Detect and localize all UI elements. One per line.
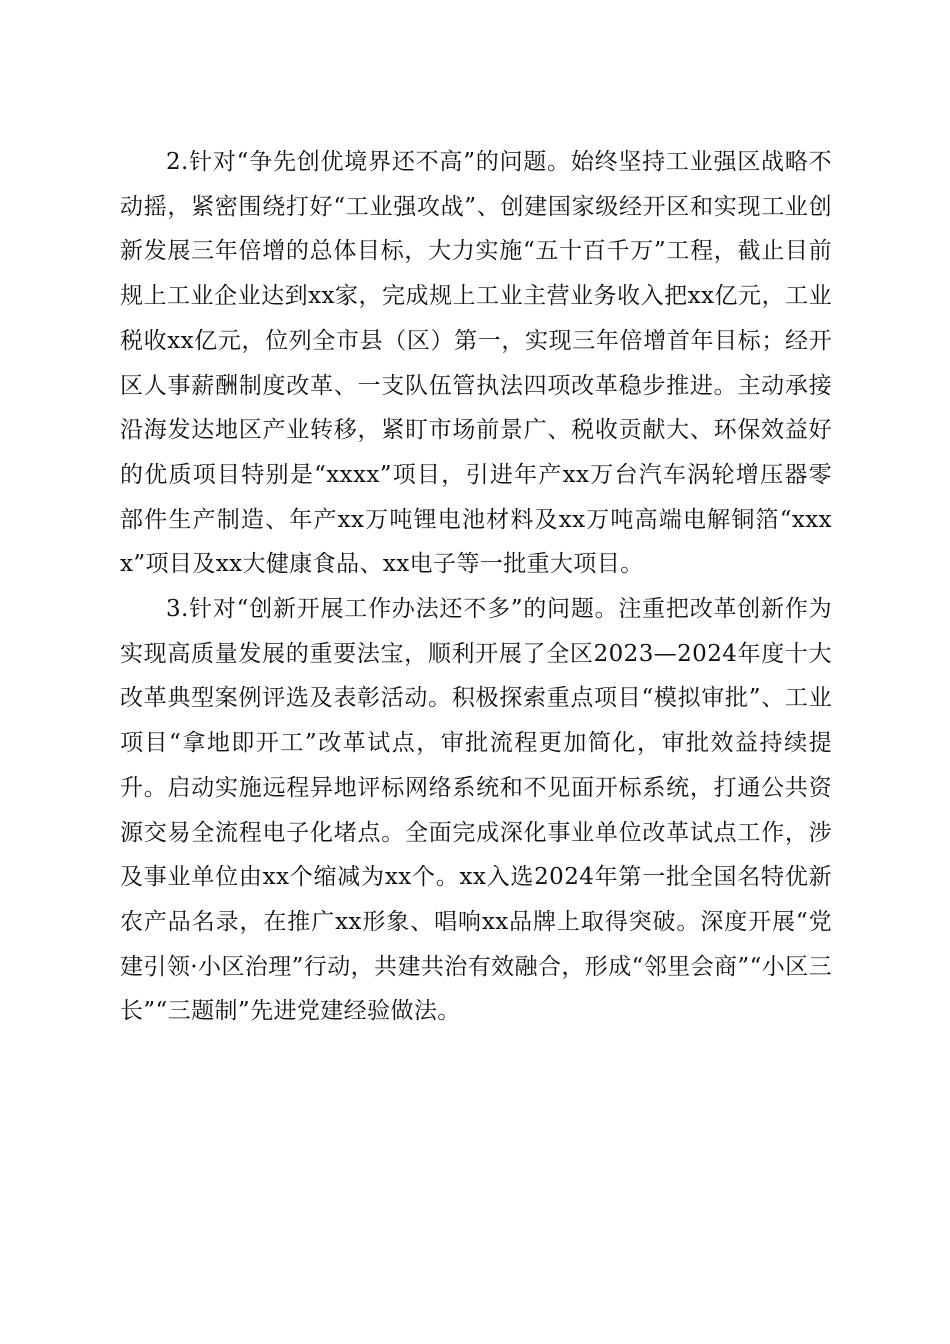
document-body: [120, 140, 832, 1034]
paragraph-item-2: 2.针对“争先创优境界还不高”的问题。始终坚持工业强区战略不动摇，紧密围绕打好“工业强攻战”、创建国家级经开区和实现工业创新发展三年倍增的总体目标，大力实施“五十百千万”工程，截止目前规上工业企业达到xx家，完成规上工业主营业务收入把xx亿元，工业税收xx亿元，位列全市县（区）第一，实现三年倍增首年目标；经开区人事薪酬制度改革、一支队伍管执法四项改革稳步推进。主动承接沿海发达地区产业转移，紧盯市场前景广、税收贡献大、环保效益好的优质项目特别是“xxxx”项目，引进年产xx万台汽车涡轮增压器零部件生产制造、年产xx万吨锂电池材料及xx万吨高端电解铜箔“xxxx”项目及xx大健康食品、xx电子等一批重大项目。: [120, 149, 832, 578]
paragraph-item-3: 3.针对“创新开展工作办法还不多”的问题。注重把改革创新作为实现高质量发展的重要法宝，顺利开展了全区2023—2024年度十大改革典型案例评选及表彰活动。积极探索重点项目“模拟审批”、工业项目“拿地即开工”改革试点，审批流程更加简化，审批效益持续提升。启动实施远程异地评标网络系统和不见面开标系统，打通公共资源交易全流程电子化堵点。全面完成深化事业单位改革试点工作，涉及事业单位由xx个缩减为xx个。xx入选2024年第一批全国名特优新农产品名录，在推广xx形象、唱响xx品牌上取得突破。深度开展“党建引领·小区治理”行动，共建共治有效融合，形成“邻里会商”“小区三长”“三题制”先进党建经验做法。: [120, 596, 832, 1025]
